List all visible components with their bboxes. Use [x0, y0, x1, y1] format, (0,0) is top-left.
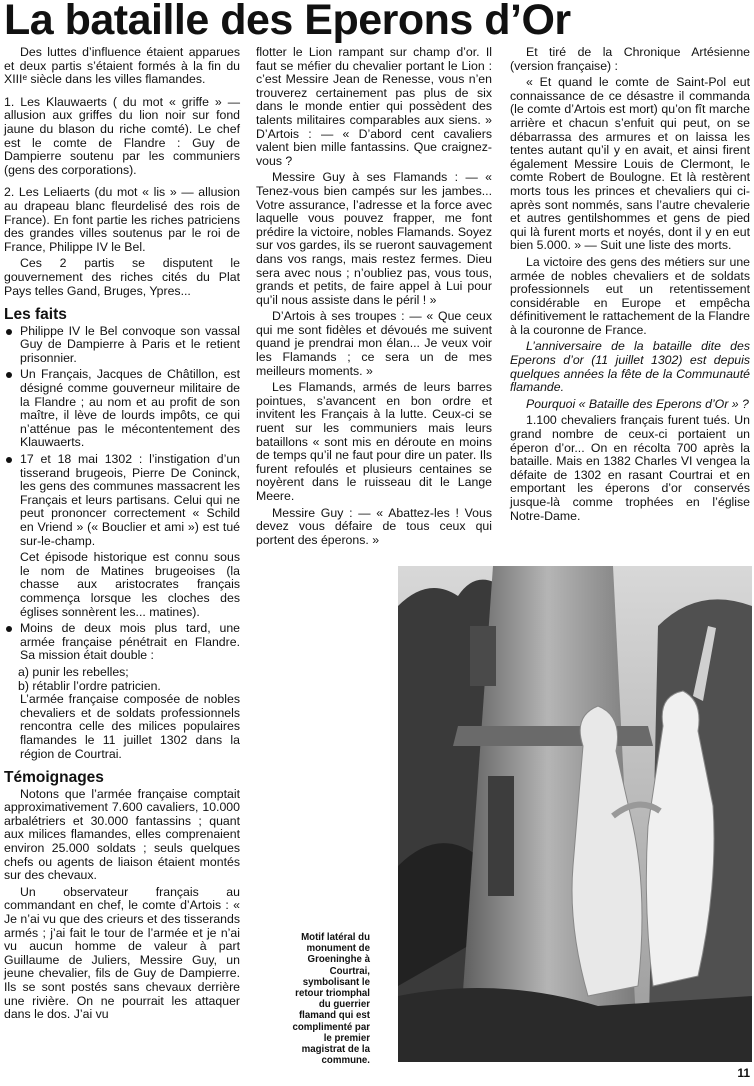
- column-1: [4, 46, 240, 1025]
- mission-item: a) punir les rebelles;: [18, 664, 129, 679]
- klauwaerts-paragraph: 1. Les Klauwaerts ( du mot « griffe » — allusion aux griffes du lion noir sur fond jaune du blason du riche comté). Le chef est le comte de Flandre : Guy de Dampierre soutenu par les communiers (gens des corporations).: [4, 94, 240, 177]
- column-paragraph: Les Flamands, armés de leurs barres pointues, s’avancent en bon ordre et invitent les Français à la lutte. Ceux-ci se ruent sur les communiers mais leurs bataillons « sont mis en déroute en moins de temps qu’il ne faut pour dire un pater. Ils furent refoulés et plusieurs centaines se noyèrent dans le ruisseau dit le Lange Meere.: [256, 380, 492, 503]
- fact-bullet: Moins de deux mois plus tard, une armée française pénétrait en Flandre. Sa mission était double :: [4, 622, 240, 663]
- fact-bullet: 17 et 18 mai 1302 : l’instigation d’un tisserand brugeois, Pierre De Coninck, les gens des communes massacrent les Français et leurs partisans. Celui qui ne peut prononcer correctement « Schild en Vriend » (« Bouclier et ami ») est tué sur-le-champ.: [4, 453, 240, 548]
- temoignage-paragraph: Un observateur français au commandant en chef, le comte d’Artois : « Je n’ai vu que des crieurs et des tisserands armés ; j’ai fait le tour de l’armée et je n’ai vu aucun homme de valeur à part Guillaume de Juliers, Messire Guy, un jeune chevalier, fils de Guy de Dampierre. Ils se sont postés sans chevaux derrière une rivière. On ne pourrait les attaquer dans le dos. J’ai vu: [4, 884, 240, 1022]
- intro-paragraph: Des luttes d’influence étaient apparues et deux partis s’étaient formés à la fin du XIIIᵉ siècle dans les villes flamandes.: [4, 45, 240, 87]
- page-title: La bataille des Eperons d’Or: [4, 0, 571, 44]
- column-paragraph: Messire Guy : — « Abattez-les ! Vous devez vous défaire de tous ceux qui portent des éperons. »: [256, 505, 492, 547]
- partis-paragraph: Ces 2 partis se disputent le gouvernement des riches cités du Plat Pays telles Gand, Bruges, Ypres...: [4, 256, 240, 298]
- photo-caption: Motif latéral du monument de Groeninghe à Courtrai, symbolisant le retour triomphal du guerrier flamand qui est complimenté par le premier magistrat de la commune.: [292, 932, 370, 1067]
- section-heading-faits: Les faits: [4, 306, 67, 324]
- column-paragraph-italic: Pourquoi « Bataille des Eperons d’Or » ?: [526, 396, 749, 411]
- column-paragraph: La victoire des gens des métiers sur une armée de nobles chevaliers et de soldats professionnels eut un retentissement considérable en Europe et empêcha définitivement le rattachement de la Flandre à la couronne de France.: [510, 254, 750, 337]
- monument-illustration: [398, 566, 752, 1062]
- column-paragraph: D’Artois à ses troupes : — « Que ceux qui me sont fidèles et dévoués me suivent quand je prendrai mon élan... Je veux voir les Flamands ; ce sera un de mes meilleurs moments. »: [256, 309, 492, 378]
- column-paragraph: flotter le Lion rampant sur champ d’or. Il faut se méfier du chevalier portant le Lion : c’est Messire Jean de Renesse, vous n’en trouverez certainement pas plus de six dans le monde entier qui possèdent des talents militaires comparables aux siens. » D’Artois : — « D’abord cent cavaliers valent bien mille fantassins. Que craignez-vous ?: [256, 45, 492, 168]
- column-paragraph: Messire Guy à ses Flamands : — « Tenez-vous bien campés sur les jambes... Votre assurance, l’adresse et la force avec laquelle vous pouvez frapper, me font prédire la victoire, nobles Flamands. Soyez sur vos gardes, ils se rueront sauvagement dans vos rangs, mais restez fermes. Dieu sera avec nous ; n’oubliez pas, vous tous, grands et petits, de faire appel à Lui pour qu’il nous assiste dans le péril ! »: [256, 170, 492, 307]
- column-paragraph: Et tiré de la Chronique Artésienne (version française) :: [510, 45, 750, 73]
- monument-photo: [398, 566, 752, 1062]
- section-heading-temoignages: Témoignages: [4, 769, 104, 787]
- leliaerts-paragraph: 2. Les Leliaerts (du mot « lis » — allusion au drapeau blanc fleurdelisé des rois de France). En font partie les riches patriciens des grandes villes soutenus par le roi de France, Philippe IV le Bel.: [4, 185, 240, 254]
- fact-bullet: Philippe IV le Bel convoque son vassal Guy de Dampierre à Paris et le retient prisonnier.: [4, 325, 240, 366]
- fact-continuation: Cet épisode historique est connu sous le nom de Matines brugeoises (la chasse aux aristocrates français commença lorsque les cloches des églises sonnèrent les... matines).: [20, 550, 240, 619]
- column-paragraph-italic: L’anniversaire de la bataille dite des Eperons d’or (11 juillet 1302) est depuis quelques années la fête de la Communauté flamande.: [510, 339, 750, 395]
- column-paragraph: 1.100 chevaliers français furent tués. Un grand nombre de ceux-ci portaient un éperon d’or... On en récolta 700 après la bataille. Mais en 1382 Charles VI vengea la défaite de 1302 en rasant Courtrai et en emportant les éperons d’or conservés jusque-là comme trophées en l’église Notre-Dame.: [510, 413, 750, 523]
- temoignage-paragraph: Notons que l’armée française comptait approximativement 7.600 cavaliers, 10.000 arbalétriers et 30.000 fantassins ; quant aux milices flamandes, elles comprenaient environ 25.000 soldats ; seuls quelques chefs ou agents de liaison étaient montés sur des chevaux.: [4, 786, 240, 883]
- fact-bullet: Un Français, Jacques de Châtillon, est désigné comme gouverneur militaire de la Flandre ; au nom et au profit de son maître, il lève de lourds impôts, ce qui n’atténue pas le mécontentement des Klauwaerts.: [4, 368, 240, 450]
- column-3: [510, 46, 750, 526]
- fact-continuation: L’armée française composée de nobles chevaliers et de soldats professionnels rencontra celle des milices populaires flamandes le 11 juillet 1302 dans la région de Courtrai.: [20, 692, 240, 761]
- mission-item: b) rétablir l’ordre patricien.: [18, 678, 161, 693]
- page-number: 11: [737, 1066, 750, 1080]
- column-2: [256, 46, 492, 550]
- column-paragraph: « Et quand le comte de Saint-Pol eut connaissance de ce désastre il commanda (le comte d’Artois est mort) qu’on fît marche arrière et chacun s’enfuit qui peut, on se débarrassa des armures et on laissa les tentes autant qu’il y en avait, et ainsi firent également Messire Louis de Clermont, le comte Robert de Boulogne. Et là restèrent morts tous les princes et chevaliers qui ci-après sont nommés, sans l’autre chevalerie et autres gentilshommes et gens de pied qui là furent morts et noyés, dont il y en eut bien 5.000. » — Suit une liste des morts.: [510, 75, 750, 253]
